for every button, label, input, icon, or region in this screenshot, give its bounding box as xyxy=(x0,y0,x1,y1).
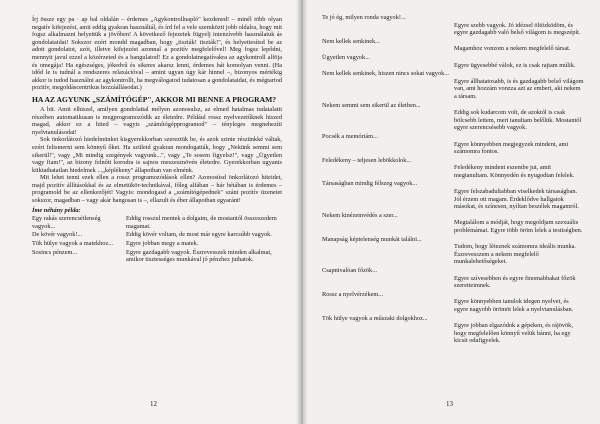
left-page-text xyxy=(32,16,282,264)
list-item xyxy=(322,236,584,266)
negative-belief: Csapnivalóan főzök... xyxy=(322,267,377,274)
positive-affirmation: Egyre szívesebben és egyre finomabbakat főzök szeretteimnek. xyxy=(454,274,576,290)
list-item xyxy=(322,157,584,180)
list-item xyxy=(322,102,584,132)
examples-subheading: Íme néhány példa: xyxy=(32,206,81,214)
example-row xyxy=(32,215,282,230)
negative-belief: Te jó ég, milyen ronda vagyok!... xyxy=(322,14,406,21)
negative-belief: Egy rakás szerencsétlenség vagyok... xyxy=(32,215,101,230)
negative-belief: Társaságban mindig félszeg vagyok... xyxy=(322,180,418,188)
negative-belief: Tök hülye vagyok a matekhoz... xyxy=(32,240,113,248)
positive-affirmation: Eddig kövér voltam, de most már egyre karcsúbb vagyok. xyxy=(126,231,272,239)
list-item xyxy=(322,267,584,290)
list-item xyxy=(322,14,584,37)
paragraph-hit: A hit. Amit elhiszel, amilyen gondolattal mélyen azonosulsz, az elmed hatalmas tudatalatti részében automatikusan is megprogramozódik az életedre. Például rossz nyelvezetűknek hiszed magad, akkor ez a hited – vagyis „számítógépprogramod" – tényleges megnehezíti nyelvtanulásodat! xyxy=(32,105,282,136)
example-row xyxy=(32,240,282,248)
positive-affirmation: Tudom, hogy léteznek számomra ideális munka. Észrevesszem a nekem megfelelő munkalehetőségeket. xyxy=(454,243,577,266)
paragraph-what-to-do: Mit lehet tenni ezek ellen a rossz programozódások ellen? Azonosítsd önkorlátozó hiteidet, majd pozitív állításokkal és az elmetükör-technikával, főleg alfában – hár bétában is érdemes – programold be az ellenkezőjét! Vagyis: mondogasd a „számítógépednek" szánt pozitív üzenetet sokszor, magadban – vagy akár hangosan is –, ellazult és éber állapotban egyaránt! xyxy=(32,174,282,205)
list-item xyxy=(322,38,584,53)
intro-paragraph: Írj össze egy pa · ap bal oldalán – érdemes „Agykontrollnapló" kezdened! – minél több olyan negatív kifejezést, amit eddig gyakran használtál, és írd fel a vele szemközti jobb oldalra, hogy mit fogsz alkalmazni helyettük a jövőben! A következő fejezetek fügyelj intenzívebb használatuk ás gondolataidat! Sokszor ezért mondd magadban, hogy „tiszták! tiszták!", és helyettesítsd be az adott gondolatot, szót, illetve kifejezést azonnal a pozitív megfelelővel! Meg fogsz lepődni, mennyit javul ezzel a közérzeted és a hangulatod! Ez a gondolatnegatívakra az agykontroll alföja és omegája! Ha egészséges, jókedvű és sikeres akarsz lenni, érdemes hát komolyan venni. (Ha időd le is tudnál a rendszeres relaxációval – amint ugyan úgy kár hinnel –, bizonyos mértékig akkor is tudod használni az agykontrollt, ha megválogatod tudatosan a gondolataidat, és mégtartod pozitív, megoldáscentrikus hozzáállásodat.) xyxy=(32,16,282,92)
positive-affirmation: Egyre jobban elgazódok a gépeken, és rájövök, hogy megfelelően könnyű velük bánni, ha egy kicsit odafigyelek. xyxy=(454,322,573,345)
negative-belief: Tök hülye vagyok a műszaki dolgokhoz... xyxy=(322,314,428,322)
negative-belief: Nekem semmi sem sikerül az életben... xyxy=(322,101,421,109)
positive-affirmation: Egyre könnyebben tanulok idegen nyelvet, és egyre nagyobb örömöt lelek a nyelvtanulásban. xyxy=(454,298,574,313)
positive-affirmation: Egyre jobban megy a matek. xyxy=(126,240,199,248)
list-item xyxy=(322,70,584,100)
book-spine-shadow xyxy=(296,0,308,424)
list-item xyxy=(322,291,584,314)
positive-affirmation: Egyre állhatatosabb, is és gazdagabb belső világom van, ami hozzám vonzza azt az embert, aki nekem a társam. xyxy=(454,77,584,100)
negative-belief: Ügyetlen vagyok... xyxy=(322,53,370,61)
positive-affirmation: Feledékeny mindent eszembe jut, amit megtanultam. Könnyedén és nyugodtan felelek. xyxy=(454,164,575,179)
paragraph-childhood: Sok önkorlátozó hiedelmünket kisgyerekkorban szereztük be, és azok szinte részünkké váltak, ezért felismerni sem könnyű őket. Ha szüleid gyakran mondogatták, hogy „Nekünk semmi sem sikerül!", vagy „Mi mindig szegények vagyunk...", vagy „Te sosem figyelsz!", vagy „Ügyetlen vagy fiam!", az bizony felnőtt korodra is sajnos meszesznövén életedre. Gyerekkorban ugyanis kiiktathatatlan hiedelmek ...„képlékeny" állapotban van elménk. xyxy=(32,136,282,174)
list-item xyxy=(322,54,584,69)
negative-belief: Rossz a nyelvérzékem... xyxy=(322,290,384,298)
positive-affirmation: Megtalálom a módját, hogy megoldjam szexuális problémámat. Egyre több öröm lelek a testiségben. xyxy=(454,219,583,235)
list-item xyxy=(322,315,584,345)
negative-belief: Manapság képtelenség munkát találni... xyxy=(322,235,422,243)
negative-belief: Sosincs pénzem... xyxy=(32,248,78,256)
right-page xyxy=(302,0,600,424)
negative-belief: Pocsék a memóriám... xyxy=(322,132,378,140)
negative-belief: De kövér vagyok!... xyxy=(32,231,83,239)
positive-affirmation: Egyre szebb vagyok. Jó idézsel öltözködöm, és egyre gazdagabb való belső világom is megszépít. xyxy=(454,21,581,37)
page-number-left: 12 xyxy=(150,400,157,408)
positive-affirmation: Egyre ügyesebbé válok, ez is csak rajtam múlik. xyxy=(454,61,576,69)
page-number-right: 13 xyxy=(446,400,453,408)
right-page-text xyxy=(322,14,584,346)
list-item xyxy=(322,133,584,156)
negative-belief: Feledékeny – teljesen lebökkolok... xyxy=(322,156,412,164)
positive-affirmation: Eddig rosszul mentek a dolgaim, de mostantól összeszedem magamat. xyxy=(126,215,277,230)
list-item xyxy=(322,180,584,210)
example-row xyxy=(32,231,282,239)
negative-belief: Nekem kinézemvédés a szer... xyxy=(322,211,398,219)
list-item xyxy=(322,212,584,235)
positive-affirmation: Egyre gazdagabb vagyok. Észrevesszek minden alkalmat, amikor tisztességes munkával jó pénzhez juthatok. xyxy=(126,248,272,264)
section-heading: HA AZ AGYUNK „SZÁMÍTÓGÉP", AKKOR MI BENNE A PROGRAM? xyxy=(32,94,277,104)
example-row xyxy=(32,249,282,264)
negative-belief: Nem kellek senkinek... xyxy=(322,37,380,45)
positive-affirmation: Egyre könnyebben megjegyzek mindent, ami számomra fontos. xyxy=(454,140,569,156)
positive-affirmation: Eddig sok kudarcom volt, de azoktól is csak bölcsebb lettem, meri tanultam belőlük. Mostantól egyre szerencsésebb vagyok. xyxy=(454,109,582,132)
positive-affirmation: Magamhoz vonzom a nekem megfelelő társat. xyxy=(454,45,571,53)
negative-belief: Nem kellek senkinek, hiszen nincs sokat vagyok... xyxy=(322,70,449,78)
positive-affirmation: Egyre felszabadultabban viselkedek társaságban. Jól érzem ott magam. Érdeklődve hallgatok másokat, és színesen, nyíltan beszélek magamról. xyxy=(454,188,579,211)
